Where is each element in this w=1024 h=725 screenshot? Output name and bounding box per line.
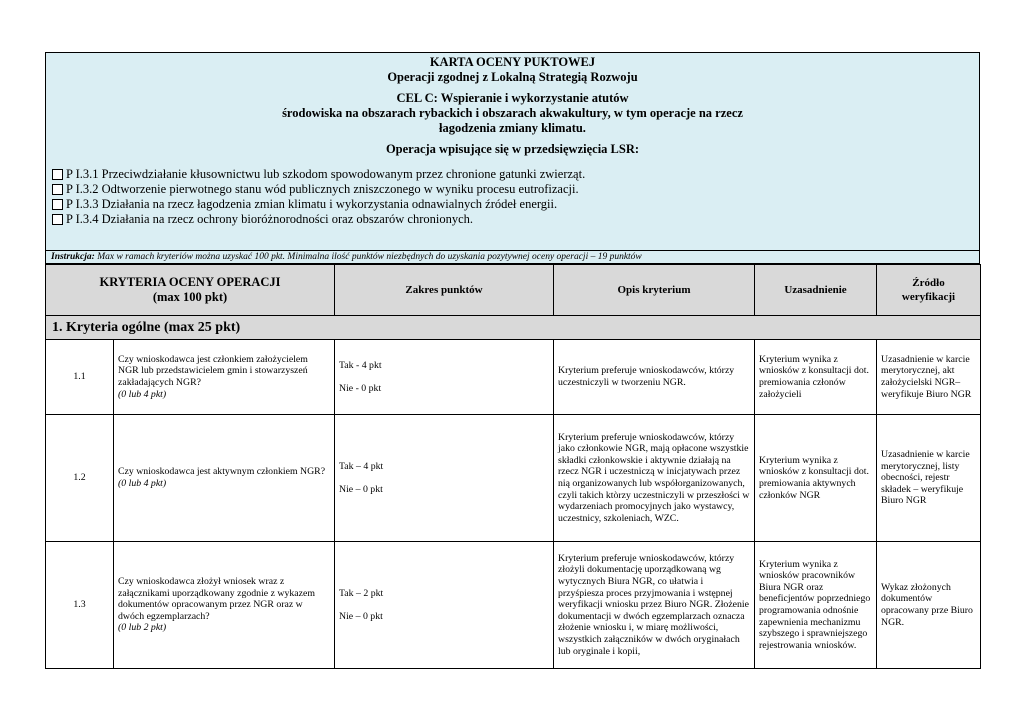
goal-line-3: łagodzenia zmiany klimatu. — [439, 121, 586, 135]
card-subtitle: Operacji zgodnej z Lokalną Strategią Rozwoju — [387, 70, 638, 84]
criterion-question: Czy wnioskodawca złożył wniosek wraz z załącznikami uporządkowany zgodnie z wykazem dokumentów opracowanym przez NGR oraz w dwóch egzemplarzach? (0 lub 2 pkt) — [114, 542, 335, 669]
criterion-description: Kryterium preferuje wnioskodawców, którzy złożyli dokumentację uporządkowaną wg wytycznych Biura NGR, co ułatwia i przyśpiesza proces przyjmowania i wstępnej weryfikacji wniosku przez Biuro NGR. Złożenie dokumentacji w dwóch egzemplarzach oznacza złożenie wniosku i, w miarę możliwości, wszystkich załączników w dwóch oryginałach lub oryginale i kopii, — [554, 542, 755, 669]
card-header — [45, 52, 980, 251]
checkbox-icon[interactable] — [52, 214, 63, 225]
checkbox-icon[interactable] — [52, 199, 63, 210]
criterion-source: Uzasadnienie w karcie merytorycznej, akt założycielski NGR– weryfikuje Biuro NGR — [877, 340, 981, 415]
criterion-points: Tak – 2 pkt Nie – 0 pkt — [335, 542, 554, 669]
table-row — [46, 340, 981, 415]
table-row — [46, 415, 981, 542]
option-p131[interactable]: P I.3.1 Przeciwdziałanie kłusownictwu lub szkodom spowodowanym przez chronione gatunki zwierząt. — [52, 167, 973, 182]
goal-line-1: CEL C: Wspieranie i wykorzystanie atutów — [396, 91, 629, 105]
header-source: Źródło weryfikacji — [877, 265, 981, 316]
table-header-row — [46, 265, 981, 316]
instruction-label: Instrukcja: — [51, 252, 95, 262]
criterion-number: 1.3 — [46, 542, 114, 669]
header-justification: Uzasadnienie — [755, 265, 877, 316]
header-points: Zakres punktów — [335, 265, 554, 316]
instruction-text: Max w ramach kryteriów można uzyskać 100 pkt. Minimalna ilość punktów niezbędnych do uzyskania pozytywnej oceny operacji – 19 punktów — [97, 252, 642, 262]
instruction-bar — [45, 251, 980, 264]
card-title: KARTA OCENY PUKTOWEJ — [429, 55, 596, 69]
criterion-description: Kryterium preferuje wnioskodawców, którzy uczestniczyli w tworzeniu NGR. — [554, 340, 755, 415]
section-row — [46, 316, 981, 340]
criterion-source: Wykaz złożonych dokumentów opracowany prze Biuro NGR. — [877, 542, 981, 669]
criterion-justification: Kryterium wynika z wniosków z konsultacji dot. premiowania aktywnych członków NGR — [755, 415, 877, 542]
criterion-description: Kryterium preferuje wnioskodawców, którzy jako członkowie NGR, mają opłacone wszystkie składki członkowskie i aktywnie działają na rzecz NGR i uczestniczą w inicjatywach przez nią organizowanych lub współorganizowanych, czyli takich ktòrzy uczestniczyli w przeszłości w wydarzeniach promocyjnych jako wystawcy, uczestnicy, szkoleniach, WZC. — [554, 415, 755, 542]
operation-heading: Operacja wpisujące się w przedsięwzięcia LSR: — [385, 142, 640, 156]
table-row — [46, 542, 981, 669]
checkbox-icon[interactable] — [52, 169, 63, 180]
checkbox-icon[interactable] — [52, 184, 63, 195]
criterion-points: Tak - 4 pkt Nie - 0 pkt — [335, 340, 554, 415]
option-p134[interactable]: P I.3.4 Działania na rzecz ochrony bioróżnorodności oraz obszarów chronionych. — [52, 212, 973, 227]
header-criteria: KRYTERIA OCENY OPERACJI (max 100 pkt) — [46, 265, 335, 316]
criterion-justification: Kryterium wynika z wniosków z konsultacji dot. premiowania członów założycieli — [755, 340, 877, 415]
header-description: Opis kryterium — [554, 265, 755, 316]
criterion-justification: Kryterium wynika z wniosków pracowników Biura NGR oraz beneficjentów poprzedniego programowania odnośnie zapewnienia mechanizmu szybszego i sprawniejszego rejestrowania wniosków. — [755, 542, 877, 669]
criterion-points: Tak – 4 pkt Nie – 0 pkt — [335, 415, 554, 542]
criterion-number: 1.2 — [46, 415, 114, 542]
criterion-question: Czy wnioskodawca jest członkiem założycielem NGR lub przedstawicielem gmin i stowarzyszeń zakładających NGR? (0 lub 4 pkt) — [114, 340, 335, 415]
criterion-source: Uzasadnienie w karcie merytorycznej, listy obecności, rejestr składek – weryfikuje Biuro NGR — [877, 415, 981, 542]
option-p133[interactable]: P I.3.3 Działania na rzecz łagodzenia zmian klimatu i wykorzystania odnawialnych źródeł energii. — [52, 197, 973, 212]
criteria-table — [45, 264, 981, 669]
criterion-number: 1.1 — [46, 340, 114, 415]
option-p132[interactable]: P I.3.2 Odtworzenie pierwotnego stanu wód publicznych zniszczonego w wyniku procesu eutrofizacji. — [52, 182, 973, 197]
section-title: 1. Kryteria ogólne (max 25 pkt) — [46, 316, 981, 340]
goal-line-2: środowiska na obszarach rybackich i obszarach akwakultury, w tym operacje na rzecz — [282, 106, 743, 120]
criterion-question: Czy wnioskodawca jest aktywnym członkiem NGR? (0 lub 4 pkt) — [114, 415, 335, 542]
evaluation-card — [45, 52, 980, 669]
